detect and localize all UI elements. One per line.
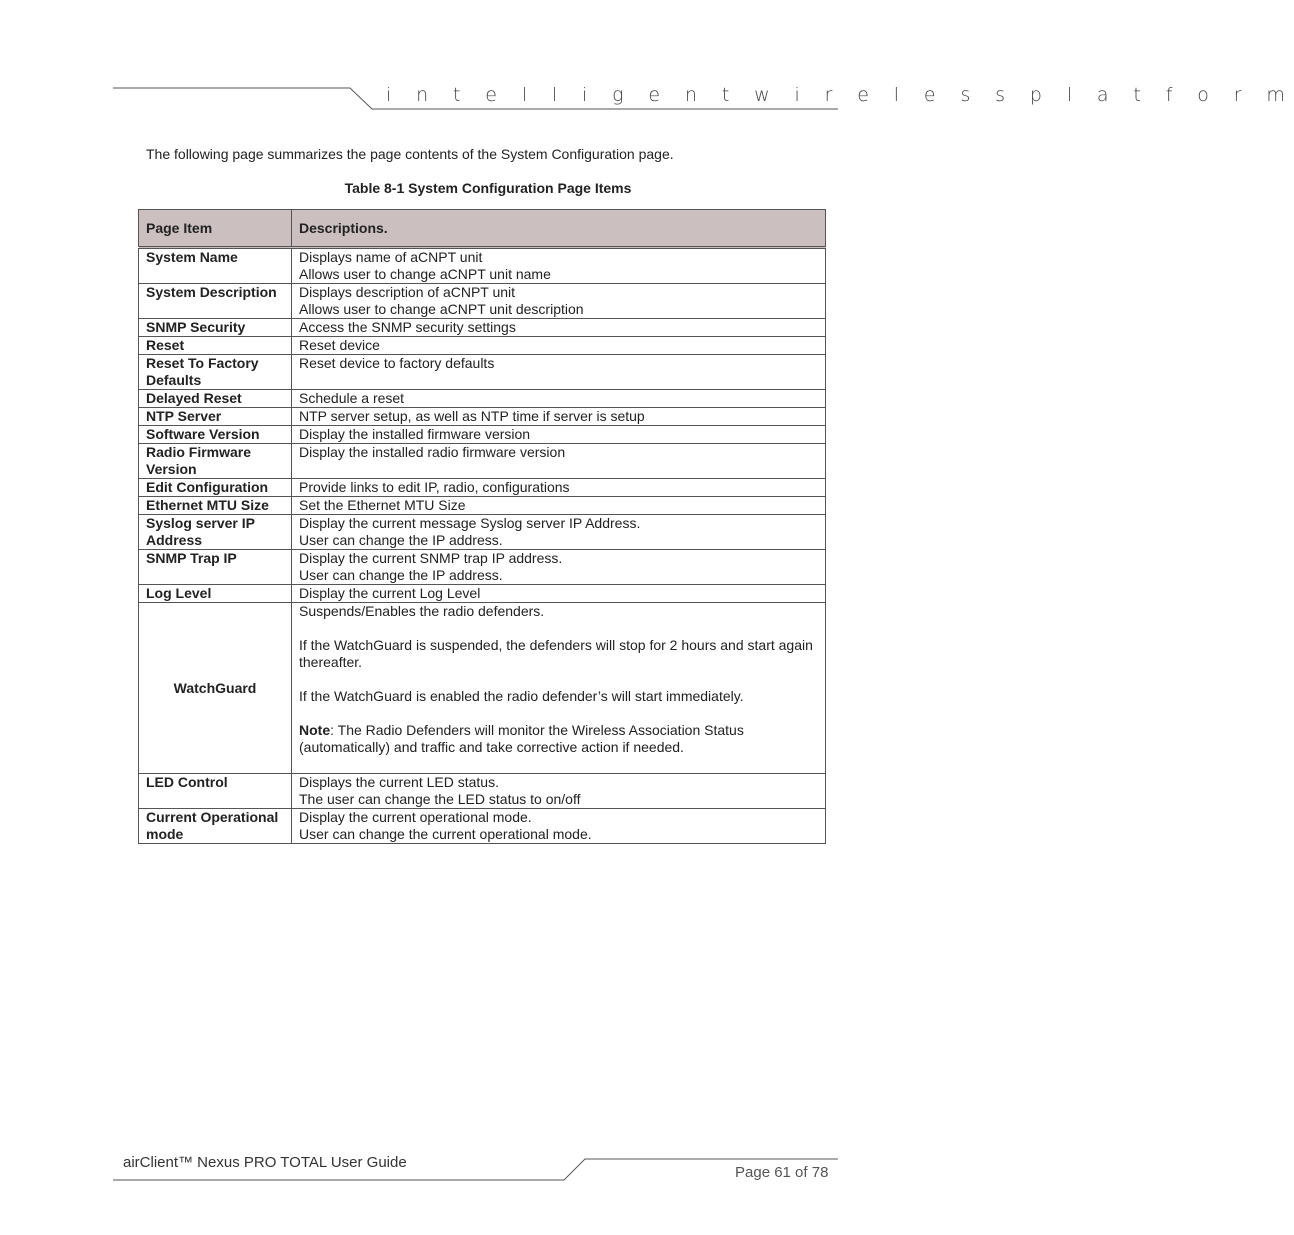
row-item: System Description (139, 284, 292, 319)
table-row (139, 248, 826, 284)
description-line: Schedule a reset (299, 390, 405, 406)
table-row (139, 479, 826, 497)
row-item: Syslog server IP Address (139, 515, 292, 550)
table-caption: Table 8-1 System Configuration Page Items (344, 180, 632, 196)
row-description (292, 550, 826, 585)
table-row (139, 550, 826, 585)
row-item: NTP Server (139, 408, 292, 426)
watchguard-p1: Suspends/Enables the radio defenders. (299, 603, 545, 619)
table-row (139, 337, 826, 355)
table-row (139, 408, 826, 426)
row-description (292, 497, 826, 515)
table-row (139, 319, 826, 337)
row-description (292, 809, 826, 844)
row-item: Reset To Factory Defaults (139, 355, 292, 390)
description-line: Displays the current LED status. (299, 774, 499, 790)
watchguard-p3: If the WatchGuard is enabled the radio defender’s will start immediately. (299, 688, 744, 704)
note-label: Note (299, 722, 331, 738)
table-row (139, 355, 826, 390)
row-item: WatchGuard (139, 603, 292, 774)
table-header-row (139, 210, 826, 248)
description-line: Displays description of aCNPT unit (299, 284, 516, 300)
description-line: User can change the current operational mode. (299, 826, 592, 842)
row-description (292, 515, 826, 550)
row-description (292, 774, 826, 809)
header-tagline: i n t e l l i g e n t w i r e l e s s p l a t f o r m (386, 84, 1294, 106)
description-line: User can change the IP address. (299, 532, 503, 548)
description-line: Displays name of aCNPT unit (299, 249, 483, 265)
description-line: Reset device (299, 337, 380, 353)
row-description (292, 408, 826, 426)
description-line: Allows user to change aCNPT unit name (299, 266, 551, 282)
row-description (292, 284, 826, 319)
description-line: User can change the IP address. (299, 567, 503, 583)
header-page-item: Page Item (139, 210, 292, 248)
note-text: : The Radio Defenders will monitor the Wireless Association Status (automatically) and traffic and take corrective action if needed. (299, 722, 744, 755)
description-line: Display the installed radio firmware version (299, 444, 566, 460)
row-description (292, 444, 826, 479)
row-item: Log Level (139, 585, 292, 603)
table-row (139, 497, 826, 515)
row-item: SNMP Security (139, 319, 292, 337)
table-row (139, 774, 826, 809)
table-row (139, 809, 826, 844)
description-line: NTP server setup, as well as NTP time if server is setup (299, 408, 645, 424)
intro-paragraph: The following page summarizes the page contents of the System Configuration page. (146, 146, 674, 162)
description-line: Provide links to edit IP, radio, configurations (299, 479, 570, 495)
table-row (139, 585, 826, 603)
watchguard-note (299, 722, 818, 756)
row-description (292, 390, 826, 408)
row-item: LED Control (139, 774, 292, 809)
table-row (139, 284, 826, 319)
description-line: Display the current SNMP trap IP address. (299, 550, 563, 566)
header-descriptions: Descriptions. (292, 210, 826, 248)
row-item: Current Operational mode (139, 809, 292, 844)
description-line: Display the current message Syslog server IP Address. (299, 515, 641, 531)
row-item: Software Version (139, 426, 292, 444)
table-row (139, 515, 826, 550)
table-row (139, 444, 826, 479)
description-line: Display the current Log Level (299, 585, 481, 601)
row-description (292, 319, 826, 337)
table-row (139, 390, 826, 408)
row-item: Ethernet MTU Size (139, 497, 292, 515)
footer-page-number: Page 61 of 78 (735, 1164, 829, 1181)
row-item: Radio Firmware Version (139, 444, 292, 479)
description-line: Allows user to change aCNPT unit description (299, 301, 584, 317)
system-config-table (138, 209, 826, 844)
watchguard-p2: If the WatchGuard is suspended, the defenders will stop for 2 hours and start again thereafter. (299, 637, 813, 670)
row-item: System Name (139, 248, 292, 284)
row-description (292, 337, 826, 355)
row-item: SNMP Trap IP (139, 550, 292, 585)
description-line: Reset device to factory defaults (299, 355, 495, 371)
row-item: Edit Configuration (139, 479, 292, 497)
description-line: Access the SNMP security settings (299, 319, 516, 335)
table-row (139, 426, 826, 444)
header-rule (0, 0, 954, 130)
row-description (292, 603, 826, 774)
row-item: Reset (139, 337, 292, 355)
footer-guide-title: airClient™ Nexus PRO TOTAL User Guide (123, 1154, 407, 1171)
row-description (292, 479, 826, 497)
row-description (292, 426, 826, 444)
description-line: The user can change the LED status to on/off (299, 791, 581, 807)
description-line: Display the installed firmware version (299, 426, 531, 442)
description-line: Display the current operational mode. (299, 809, 532, 825)
description-line: Set the Ethernet MTU Size (299, 497, 466, 513)
row-description (292, 585, 826, 603)
row-item: Delayed Reset (139, 390, 292, 408)
table-row-watchguard (139, 603, 826, 774)
row-description (292, 248, 826, 284)
row-description (292, 355, 826, 390)
